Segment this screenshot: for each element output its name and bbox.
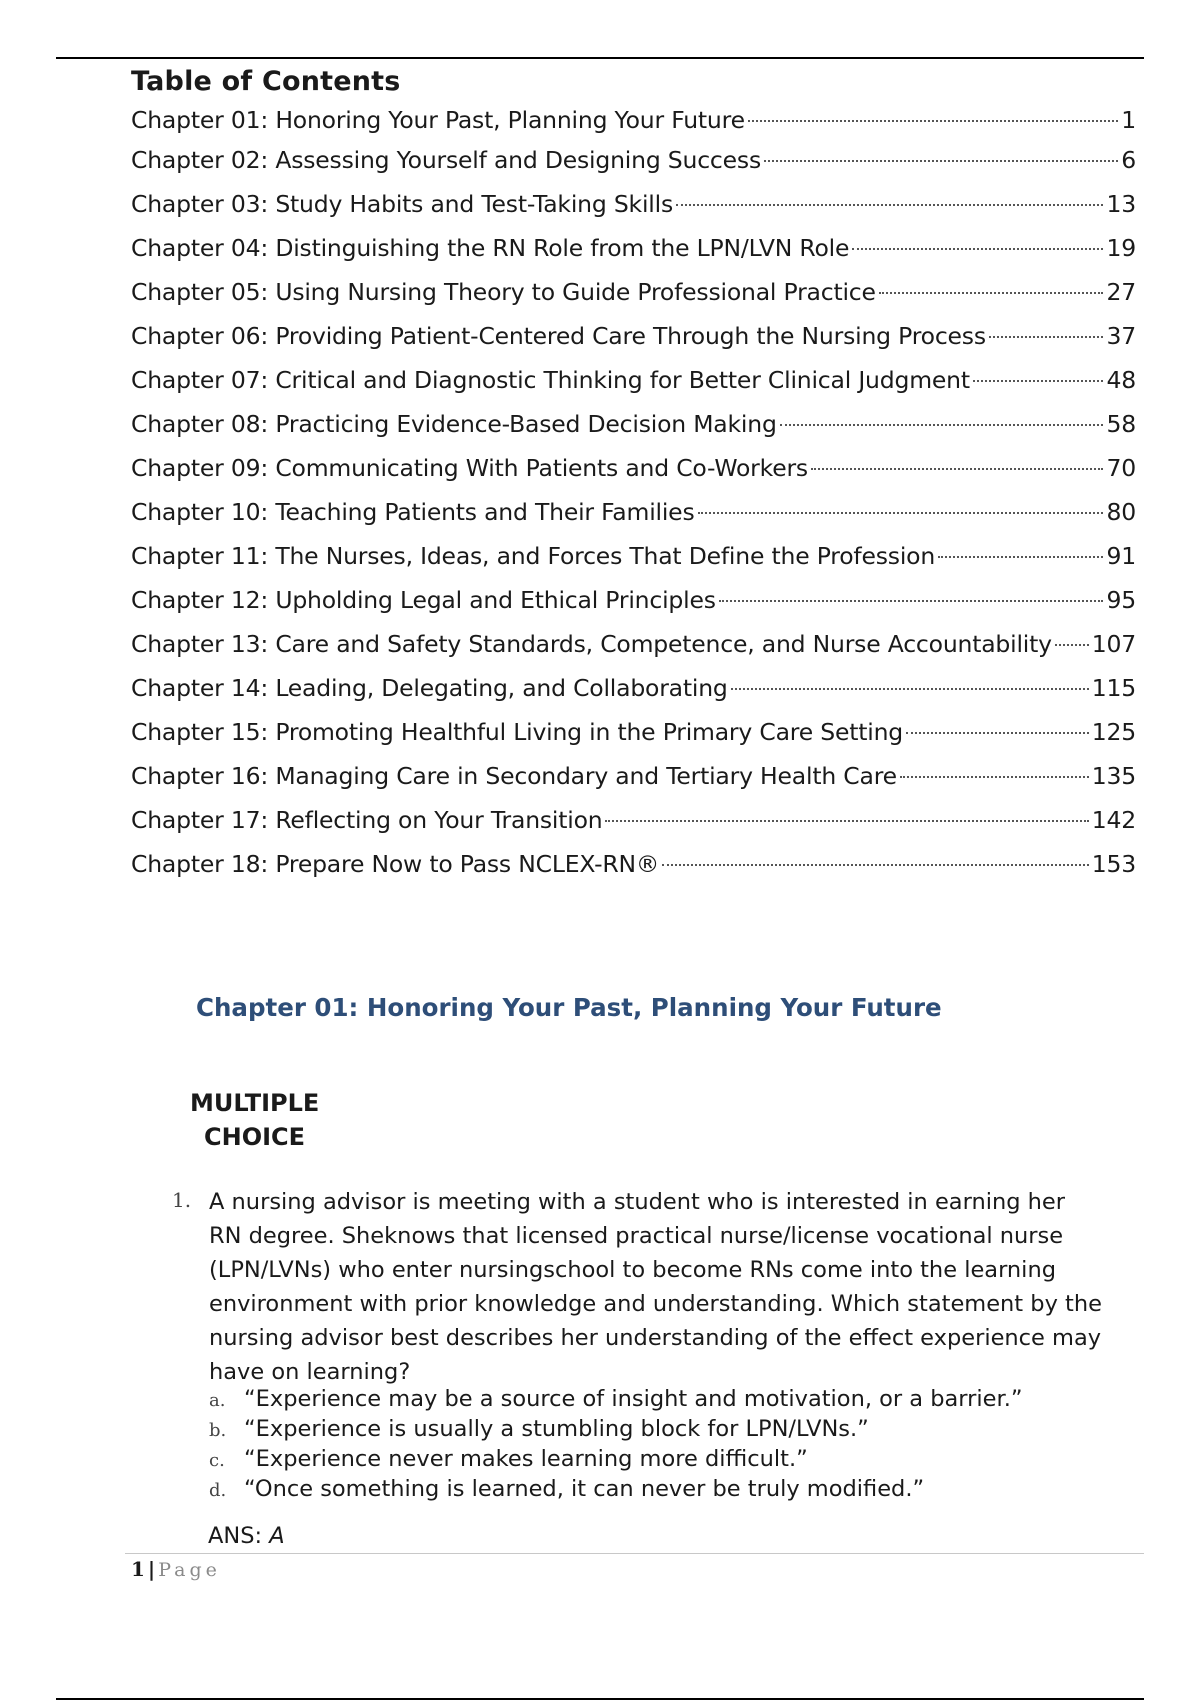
toc-entry-page: 153 — [1091, 850, 1136, 878]
answer-option[interactable] — [209, 1475, 1102, 1505]
footer-rule — [125, 1553, 1144, 1554]
toc-entry-page: 80 — [1106, 498, 1136, 526]
section-heading-line1: MULTIPLE — [190, 1089, 320, 1117]
footer-separator: | — [147, 1557, 156, 1581]
option-letter: d. — [209, 1480, 227, 1501]
toc-entry-label: Chapter 12: Upholding Legal and Ethical Principles — [131, 586, 716, 614]
toc-entry[interactable] — [131, 226, 1136, 270]
toc-entry-label: Chapter 08: Practicing Evidence-Based Decision Making — [131, 410, 777, 438]
toc-entry-label: Chapter 02: Assessing Yourself and Designing Success — [131, 146, 761, 174]
toc-leader-dots — [676, 204, 1103, 206]
toc-entry-page: 13 — [1106, 190, 1136, 218]
option-text: “Experience is usually a stumbling block for LPN/LVNs.” — [244, 1416, 869, 1442]
question-stem: A nursing advisor is meeting with a student who is interested in earning her RN degree. Sheknows that licensed practical nurse/license vocational nurse (LPN/LVNs) who enter nursingschool to become RNs come into the learning environment with prior knowledge and understanding. Which statement by the nursing advisor best describes her understanding of the effect experience may have on learning? — [209, 1189, 1102, 1385]
toc-leader-dots — [938, 556, 1103, 558]
option-text: “Once something is learned, it can never be truly modified.” — [244, 1476, 925, 1502]
toc-entry-page: 125 — [1091, 718, 1136, 746]
toc-leader-dots — [1055, 644, 1089, 646]
toc-leader-dots — [605, 820, 1088, 822]
chapter-heading: Chapter 01: Honoring Your Past, Planning Your Future — [196, 993, 942, 1022]
header-rule — [56, 57, 1144, 59]
toc-entry-page: 70 — [1106, 454, 1136, 482]
toc-entry[interactable] — [131, 490, 1136, 534]
toc-entry-page: 19 — [1106, 234, 1136, 262]
toc-entry-label: Chapter 01: Honoring Your Past, Planning Your Future — [131, 106, 745, 134]
toc-entry-page: 27 — [1106, 278, 1136, 306]
toc-leader-dots — [852, 248, 1103, 250]
answer-options — [209, 1385, 1102, 1505]
answer-option[interactable] — [209, 1415, 1102, 1445]
toc-entry-label: Chapter 16: Managing Care in Secondary and Tertiary Health Care — [131, 762, 897, 790]
toc-leader-dots — [906, 732, 1089, 734]
toc-entry[interactable] — [131, 622, 1136, 666]
toc-leader-dots — [719, 600, 1104, 602]
toc-entry-page: 142 — [1091, 806, 1136, 834]
toc-entry-label: Chapter 18: Prepare Now to Pass NCLEX-RN® — [131, 850, 660, 878]
toc-leader-dots — [764, 160, 1118, 162]
toc-entry-page: 95 — [1106, 586, 1136, 614]
toc-leader-dots — [748, 120, 1118, 122]
answer-option[interactable] — [209, 1385, 1102, 1415]
toc-entry[interactable] — [131, 358, 1136, 402]
toc-leader-dots — [780, 424, 1104, 426]
toc-entry[interactable] — [131, 270, 1136, 314]
answer-key — [208, 1521, 1102, 1551]
toc-entry-page: 1 — [1121, 106, 1136, 134]
toc-entry[interactable] — [131, 798, 1136, 842]
toc-entry-label: Chapter 06: Providing Patient-Centered Care Through the Nursing Process — [131, 322, 986, 350]
toc-entry-label: Chapter 15: Promoting Healthful Living in the Primary Care Setting — [131, 718, 903, 746]
toc-entry[interactable] — [131, 754, 1136, 798]
toc-entry[interactable] — [131, 402, 1136, 446]
toc-entry-label: Chapter 05: Using Nursing Theory to Guide Professional Practice — [131, 278, 876, 306]
page-number: 1 — [131, 1557, 145, 1581]
toc-entry-label: Chapter 10: Teaching Patients and Their Families — [131, 498, 695, 526]
page-word: Page — [158, 1559, 221, 1581]
toc-entry-label: Chapter 04: Distinguishing the RN Role from the LPN/LVN Role — [131, 234, 850, 262]
section-heading-line2: CHOICE — [204, 1123, 306, 1151]
toc-entry-label: Chapter 07: Critical and Diagnostic Thinking for Better Clinical Judgment — [131, 366, 970, 394]
option-letter: a. — [209, 1390, 226, 1411]
toc-entry-page: 107 — [1091, 630, 1136, 658]
question-number: 1. — [172, 1188, 192, 1212]
toc-entry[interactable] — [131, 710, 1136, 754]
toc-entry-label: Chapter 13: Care and Safety Standards, Competence, and Nurse Accountability — [131, 630, 1052, 658]
toc-entry-page: 48 — [1106, 366, 1136, 394]
toc-entry-page: 37 — [1106, 322, 1136, 350]
answer-label: ANS: — [208, 1523, 263, 1549]
toc-entry-page: 115 — [1091, 674, 1136, 702]
toc-entry[interactable] — [131, 578, 1136, 622]
toc-entry[interactable] — [131, 314, 1136, 358]
toc-entry[interactable] — [131, 138, 1136, 182]
option-letter: c. — [209, 1450, 225, 1471]
section-heading — [190, 1086, 319, 1154]
toc-leader-dots — [731, 688, 1089, 690]
toc-title: Table of Contents — [131, 66, 401, 97]
page-footer — [131, 1557, 221, 1581]
toc-entry-label: Chapter 11: The Nurses, Ideas, and Forces That Define the Profession — [131, 542, 936, 570]
toc-leader-dots — [973, 380, 1104, 382]
answer-value: A — [269, 1523, 285, 1549]
toc-entry[interactable] — [131, 534, 1136, 578]
table-of-contents — [131, 62, 1136, 886]
toc-entry-label: Chapter 03: Study Habits and Test-Taking Skills — [131, 190, 674, 218]
toc-entry[interactable] — [131, 446, 1136, 490]
toc-entry-page: 58 — [1106, 410, 1136, 438]
toc-entry[interactable] — [131, 182, 1136, 226]
toc-leader-dots — [879, 292, 1104, 294]
toc-entry-page: 6 — [1121, 146, 1136, 174]
toc-entry-page: 91 — [1106, 542, 1136, 570]
option-letter: b. — [209, 1420, 227, 1441]
toc-entry[interactable] — [131, 842, 1136, 886]
answer-option[interactable] — [209, 1445, 1102, 1475]
question-item — [172, 1185, 1102, 1551]
toc-entry-page: 135 — [1091, 762, 1136, 790]
toc-leader-dots — [698, 512, 1104, 514]
toc-list — [131, 102, 1136, 886]
option-text: “Experience may be a source of insight and motivation, or a barrier.” — [244, 1386, 1023, 1412]
toc-entry-label: Chapter 14: Leading, Delegating, and Collaborating — [131, 674, 728, 702]
toc-leader-dots — [811, 468, 1104, 470]
toc-entry-label: Chapter 09: Communicating With Patients and Co-Workers — [131, 454, 808, 482]
toc-entry[interactable] — [131, 102, 1136, 138]
option-text: “Experience never makes learning more difficult.” — [244, 1446, 808, 1472]
toc-leader-dots — [989, 336, 1104, 338]
toc-leader-dots — [662, 864, 1089, 866]
toc-leader-dots — [900, 776, 1089, 778]
toc-entry[interactable] — [131, 666, 1136, 710]
toc-entry-label: Chapter 17: Reflecting on Your Transition — [131, 806, 603, 834]
